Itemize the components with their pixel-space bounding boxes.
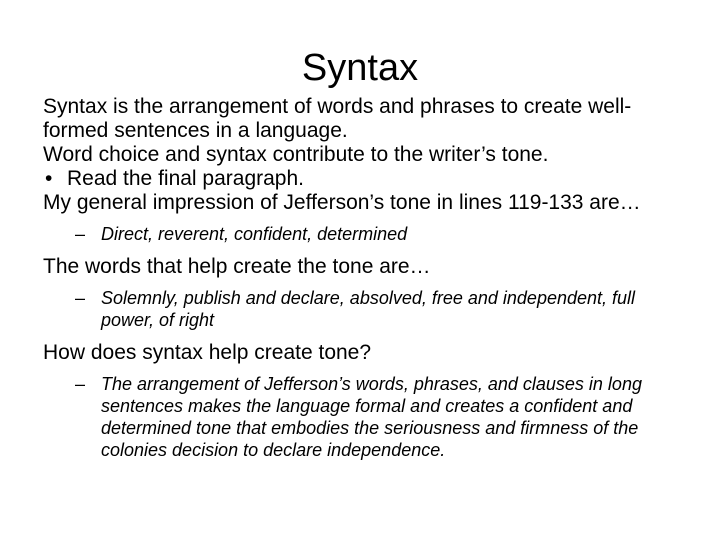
paragraph-syntax-question: How does syntax help create tone?: [43, 341, 372, 364]
dash-icon: –: [75, 374, 86, 394]
paragraph-syntax-definition: Syntax is the arrangement of words and phrases to create well-formed sentences in a language.: [43, 95, 632, 142]
slide-title: Syntax: [301, 47, 419, 89]
bullet-icon: •: [45, 167, 53, 190]
bullet-text: Read the final paragraph.: [67, 167, 304, 190]
sub-item-text: Solemnly, publish and declare, absolved, free and independent, full power, of right: [101, 288, 636, 330]
sub-item-impression: [75, 223, 688, 245]
sub-item-text: The arrangement of Jefferson’s words, phrases, and clauses in long sentences makes the language formal and creates a confident and determined tone that embodies the seriousness and firmness of the colonies decision to declare independence.: [101, 374, 642, 460]
bullet-item: [43, 167, 688, 191]
paragraph-word-choice: Word choice and syntax contribute to the writer’s tone.: [43, 143, 549, 166]
paragraph-tone-words: The words that help create the tone are…: [43, 255, 431, 278]
sub-item-text: Direct, reverent, confident, determined: [101, 224, 408, 244]
slide-body: [43, 95, 688, 461]
dash-icon: –: [75, 288, 86, 308]
paragraph-general-impression: My general impression of Jefferson’s tone in lines 119-133 are…: [43, 191, 641, 214]
sub-item-tone-words: [75, 287, 688, 331]
sub-item-syntax-answer: [75, 373, 688, 461]
dash-icon: –: [75, 224, 86, 244]
